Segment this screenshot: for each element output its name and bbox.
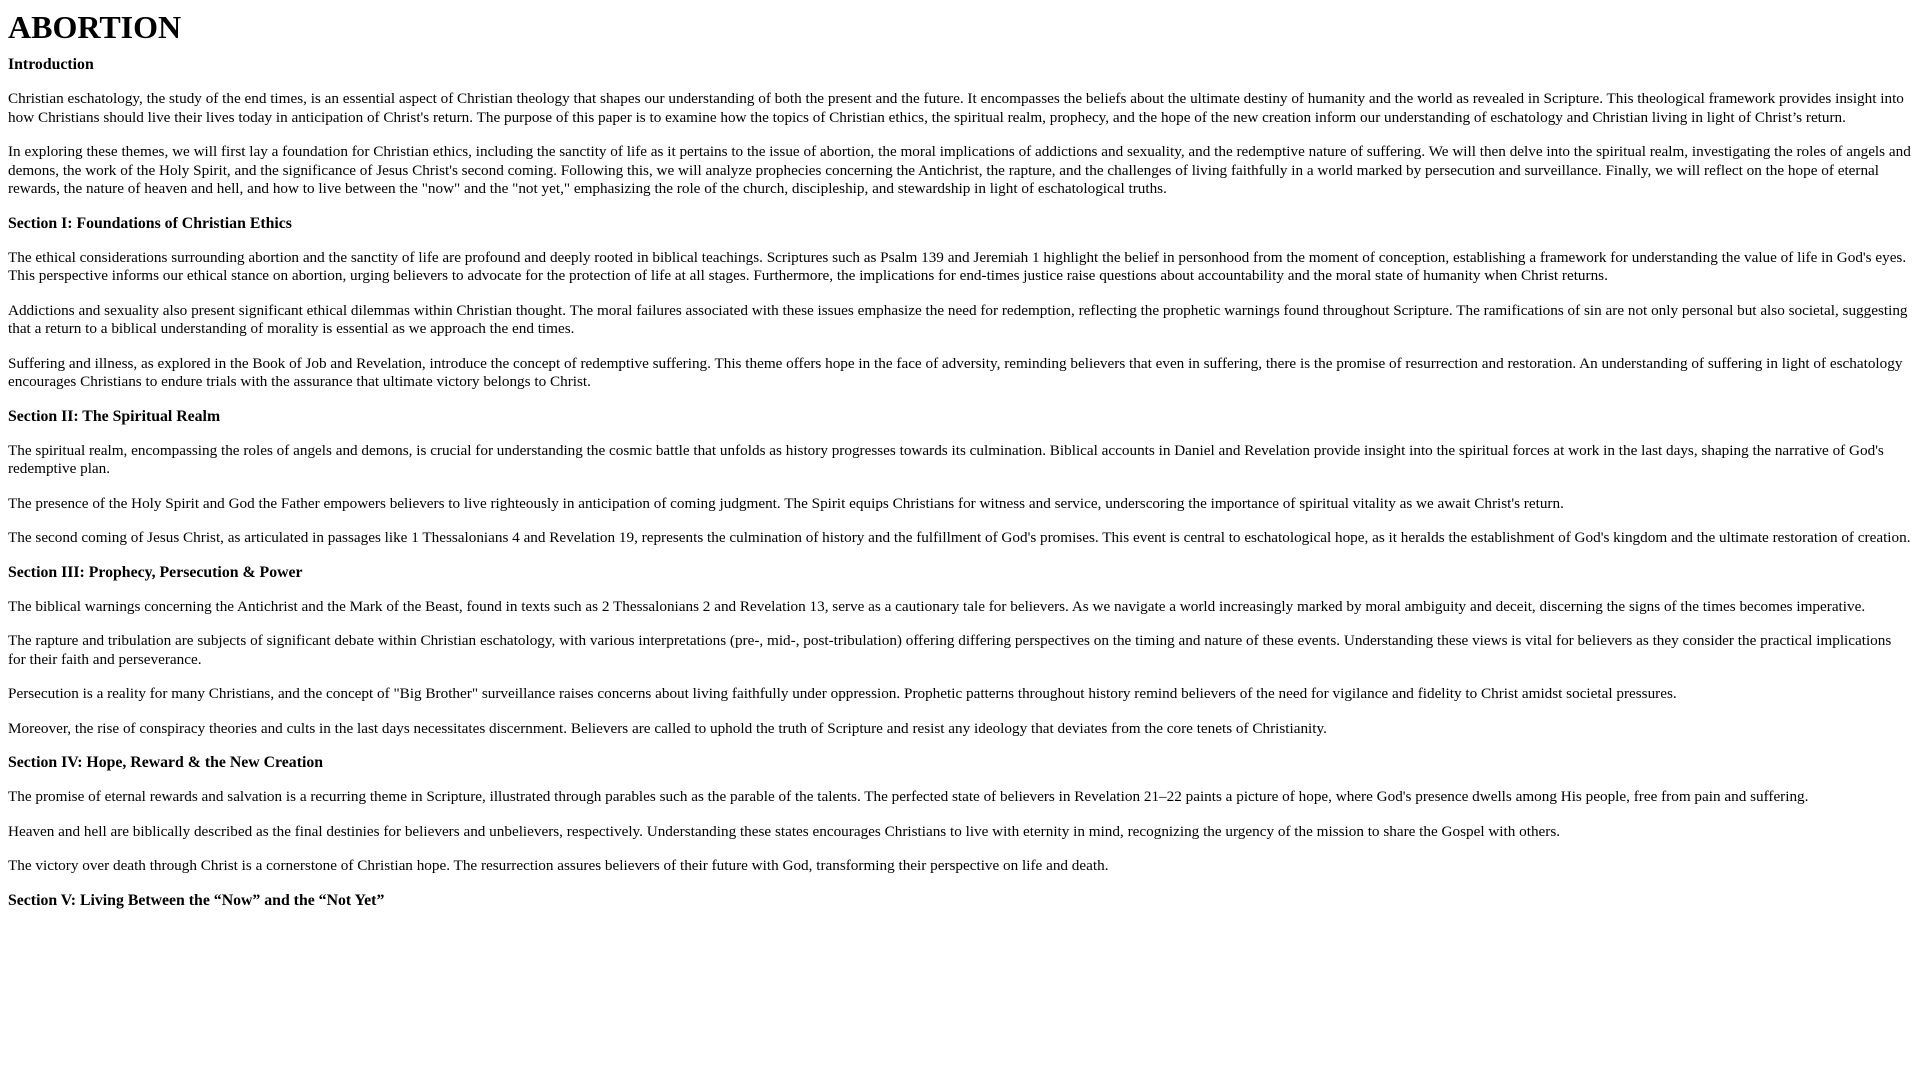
paragraph: Heaven and hell are biblically described as the final destinies for believers and unbelievers, respectively. Understanding these states encourages Christians to live with eternity in mind, recognizing the urgency of the mission to share the Gospel with others.	[8, 822, 1561, 840]
section-heading: Section II: The Spiritual Realm	[8, 407, 221, 425]
section-heading: Section IV: Hope, Reward & the New Creation	[8, 754, 324, 771]
section-heading: Section V: Living Between the “Now” and the “Not Yet”	[8, 891, 385, 909]
paragraph: The second coming of Jesus Christ, as articulated in passages like 1 Thessalonians 4 and Revelation 19, represents the culmination of history and the fulfillment of God's promises. This event is central to eschatological hope, as it heralds the establishment of God's kingdom and the ultimate restoration of creation.	[8, 529, 1911, 546]
paragraph: The rapture and tribulation are subjects of significant debate within Christian eschatology, with various interpretations (pre-, mid-, post-tribulation) offering differing perspectives on the timing and nature of these events. Understanding these views is vital for believers as they consider the practical implications for their faith and perseverance.	[8, 632, 1892, 668]
paragraph: Persecution is a reality for many Christians, and the concept of "Big Brother" surveillance raises concerns about living faithfully under oppression. Prophetic patterns throughout history remind believers of the need for vigilance and fidelity to Christ amidst societal pressures.	[8, 685, 1677, 702]
paragraph: The promise of eternal rewards and salvation is a recurring theme in Scripture, illustrated through parables such as the parable of the talents. The perfected state of believers in Revelation 21–22 paints a picture of hope, where God's presence dwells among His people, free from pain and suffering.	[8, 788, 1809, 805]
paragraph: The presence of the Holy Spirit and God the Father empowers believers to live righteously in anticipation of coming judgment. The Spirit equips Christians for witness and service, underscoring the importance of spiritual vitality as we await Christ's return.	[8, 494, 1564, 512]
section-heading: Section I: Foundations of Christian Ethics	[8, 214, 292, 232]
document-page	[8, 0, 1912, 926]
paragraph: Moreover, the rise of conspiracy theories and cults in the last days necessitates discernment. Believers are called to uphold the truth of Scripture and resist any ideology that deviates from the core tenets of Christianity.	[8, 719, 1327, 737]
section-heading: Section III: Prophecy, Persecution & Power	[8, 563, 303, 581]
section-hope-reward-new-creation	[8, 754, 1912, 876]
document-title: ABORTION	[8, 9, 182, 45]
paragraph: In exploring these themes, we will first lay a foundation for Christian ethics, including the sanctity of life as it pertains to the issue of abortion, the moral implications of addictions and sexuality, and the redemptive nature of suffering. We will then delve into the spiritual realm, investigating the roles of angels and demons, the work of the Holy Spirit, and the significance of Jesus Christ's second coming. Following this, we will analyze prophecies concerning the Antichrist, the rapture, and the challenges of living faithfully in a world marked by persecution and surveillance. Finally, we will reflect on the hope of eternal rewards, the nature of heaven and hell, and how to live between the "now" and the "not yet," emphasizing the role of the church, discipleship, and stewardship in light of eschatological truths.	[8, 143, 1911, 197]
section-prophecy-persecution-power	[8, 564, 1912, 739]
paragraph: Suffering and illness, as explored in the Book of Job and Revelation, introduce the concept of redemptive suffering. This theme offers hope in the face of adversity, reminding believers that even in suffering, there is the promise of resurrection and restoration. An understanding of suffering in light of eschatology encourages Christians to endure trials with the assurance that ultimate victory belongs to Christ.	[8, 354, 1903, 390]
section-the-spiritual-realm	[8, 408, 1912, 548]
section-introduction	[8, 56, 1912, 199]
paragraph: The spiritual realm, encompassing the roles of angels and demons, is crucial for understanding the cosmic battle that unfolds as history progresses towards its culmination. Biblical accounts in Daniel and Revelation provide insight into the spiritual forces at work in the last days, shaping the narrative of God's redemptive plan.	[8, 441, 1884, 477]
paragraph: The biblical warnings concerning the Antichrist and the Mark of the Beast, found in texts such as 2 Thessalonians 2 and Revelation 13, serve as a cautionary tale for believers. As we navigate a world increasingly marked by moral ambiguity and deceit, discerning the signs of the times becomes imperative.	[8, 597, 1866, 615]
paragraph: The victory over death through Christ is a cornerstone of Christian hope. The resurrection assures believers of their future with God, transforming their perspective on life and death.	[8, 857, 1109, 874]
section-heading: Introduction	[8, 56, 94, 73]
paragraph: The ethical considerations surrounding abortion and the sanctity of life are profound and deeply rooted in biblical teachings. Scriptures such as Psalm 139 and Jeremiah 1 highlight the belief in personhood from the moment of conception, establishing a framework for understanding the value of life in God's eyes. This perspective informs our ethical stance on abortion, urging believers to advocate for the protection of life at all stages. Furthermore, the implications for end-times justice raise questions about accountability and the moral state of humanity when Christ returns.	[8, 248, 1907, 284]
paragraph: Christian eschatology, the study of the end times, is an essential aspect of Christian theology that shapes our understanding of both the present and the future. It encompasses the beliefs about the ultimate destiny of humanity and the world as revealed in Scripture. This theological framework provides insight into how Christians should live their lives today in anticipation of Christ's return. The purpose of this paper is to examine how the topics of Christian ethics, the spiritual realm, prophecy, and the hope of the new creation inform our understanding of eschatology and Christian living in light of Christ’s return.	[8, 90, 1904, 126]
paragraph: Addictions and sexuality also present significant ethical dilemmas within Christian thought. The moral failures associated with these issues emphasize the need for redemption, reflecting the prophetic warnings found throughout Scripture. The ramifications of sin are not only personal but also societal, suggesting that a return to a biblical understanding of morality is essential as we approach the end times.	[8, 301, 1908, 337]
section-foundations-of-christian-ethics	[8, 215, 1912, 392]
section-living-between-now-and-not-yet	[8, 892, 1912, 910]
